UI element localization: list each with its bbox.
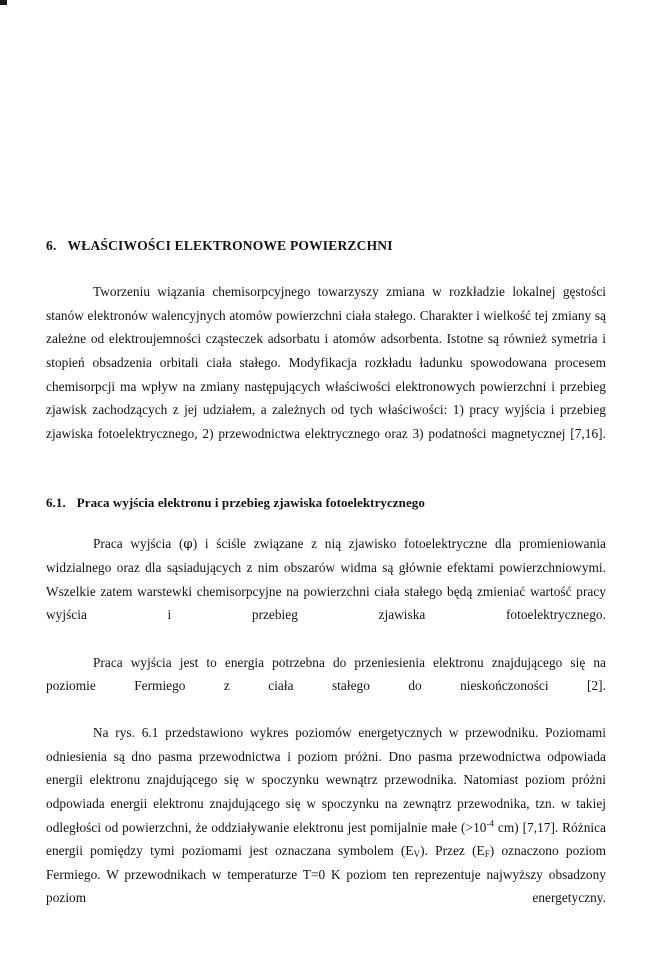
top-margin-spacer [46, 0, 606, 238]
exponent-minus-four: -4 [486, 818, 495, 829]
paragraph-wykres-poziomow [46, 721, 606, 933]
paragraph-segment-3: ). Przez (E [420, 843, 485, 859]
section-title: WŁAŚCIWOŚCI ELEKTRONOWE POWIERZCHNI [67, 238, 393, 253]
paragraph-energia-przeniesienia: Praca wyjścia jest to energia potrzebna do przeniesienia elektronu znajdującego się na poziomie Fermiego z ciała stałego do nieskończoności [2]. [46, 654, 606, 694]
document-page [46, 0, 606, 966]
phi-symbol: φ [183, 536, 193, 552]
scan-artifact-speck [0, 0, 7, 5]
paragraph-text-part-1: Praca wyjścia ( [93, 535, 184, 551]
subheading-body-gap [46, 511, 606, 532]
section-heading [46, 238, 606, 254]
subsection-number: 6.1. [46, 494, 66, 510]
subsection-title: Praca wyjścia elektronu i przebieg zjawiska fotoelektrycznego [76, 494, 425, 510]
heading-body-gap [46, 254, 606, 280]
paragraph-segment-1: Na rys. 6.1 przedstawiono wykres poziomów energetycznych w przewodniku. Poziomami odniesienia są dno pasma przewodnictwa i poziom próżni. Dno pasma przewodnictwa odpowiada energii elektronu znajdującego się w spoczynku wewnątrz przewodnika. Natomiast poziom próżni odpowiada energii elektronu znajdującego się w spoczynku na zewnątrz przewodnika, tzn. w takiej odległości od powierzchni, że oddziaływanie elektronu jest pomijalnie małe (>10 [46, 725, 606, 835]
subsection-heading [46, 495, 606, 511]
subscript-v: V [413, 849, 421, 860]
intro-paragraph: Tworzeniu wiązania chemisorpcyjnego towarzyszy zmiana w rozkładzie lokalnej gęstości stanów elektronów walencyjnych atomów powierzchni ciała stałego. Charakter i wielkość tej zmiany są zależne od elektroujemności cząsteczek adsorbatu i atomów adsorbenta. Istotne są również symetria i stopień obsadzenia orbitali ciała stałego. Modyfikacja rozkładu ładunku spowodowana procesem chemisorpcji ma wpływ na zmiany następujących właściwości elektronowych powierzchni i przebieg zjawisk zachodzących z jej udziałem, a zależnych od tych właściwości: 1) pracy wyjścia i przebieg zjawiska fotoelektrycznego, 2) przewodnictwa elektrycznego oraz 3) podatności magnetycznej [7,16]. [46, 284, 606, 441]
paragraph-segment-2: cm) [7,17]. Różnica energii pomiędzy tymi poziomami jest oznaczana symbolem (E [46, 819, 606, 859]
section-number: 6. [46, 238, 57, 253]
paragraph-text-part-2: ) i ściśle związane z nią zjawisko fotoelektryczne dla promieniowania widzialnego oraz dla sąsiadujących z nim obszarów widma są głównie efektami powierzchniowymi. Wszelkie zatem warstewki chemisorpcyjne na powierzchni ciała stałego będą zmieniać wartość pracy wyjścia i przebieg zjawiska fotoelektrycznego. [46, 535, 606, 623]
paragraph-segment-4: ) oznaczono poziom Fermiego. W przewodnikach w temperaturze T=0 K poziom ten reprezentuje najwyższy obsadzony poziom energetyczny. [46, 843, 607, 906]
paragraph-subheading-gap [46, 469, 606, 495]
subscript-f: F [484, 849, 490, 860]
paragraph-praca-wyjscia-phi [46, 532, 606, 651]
